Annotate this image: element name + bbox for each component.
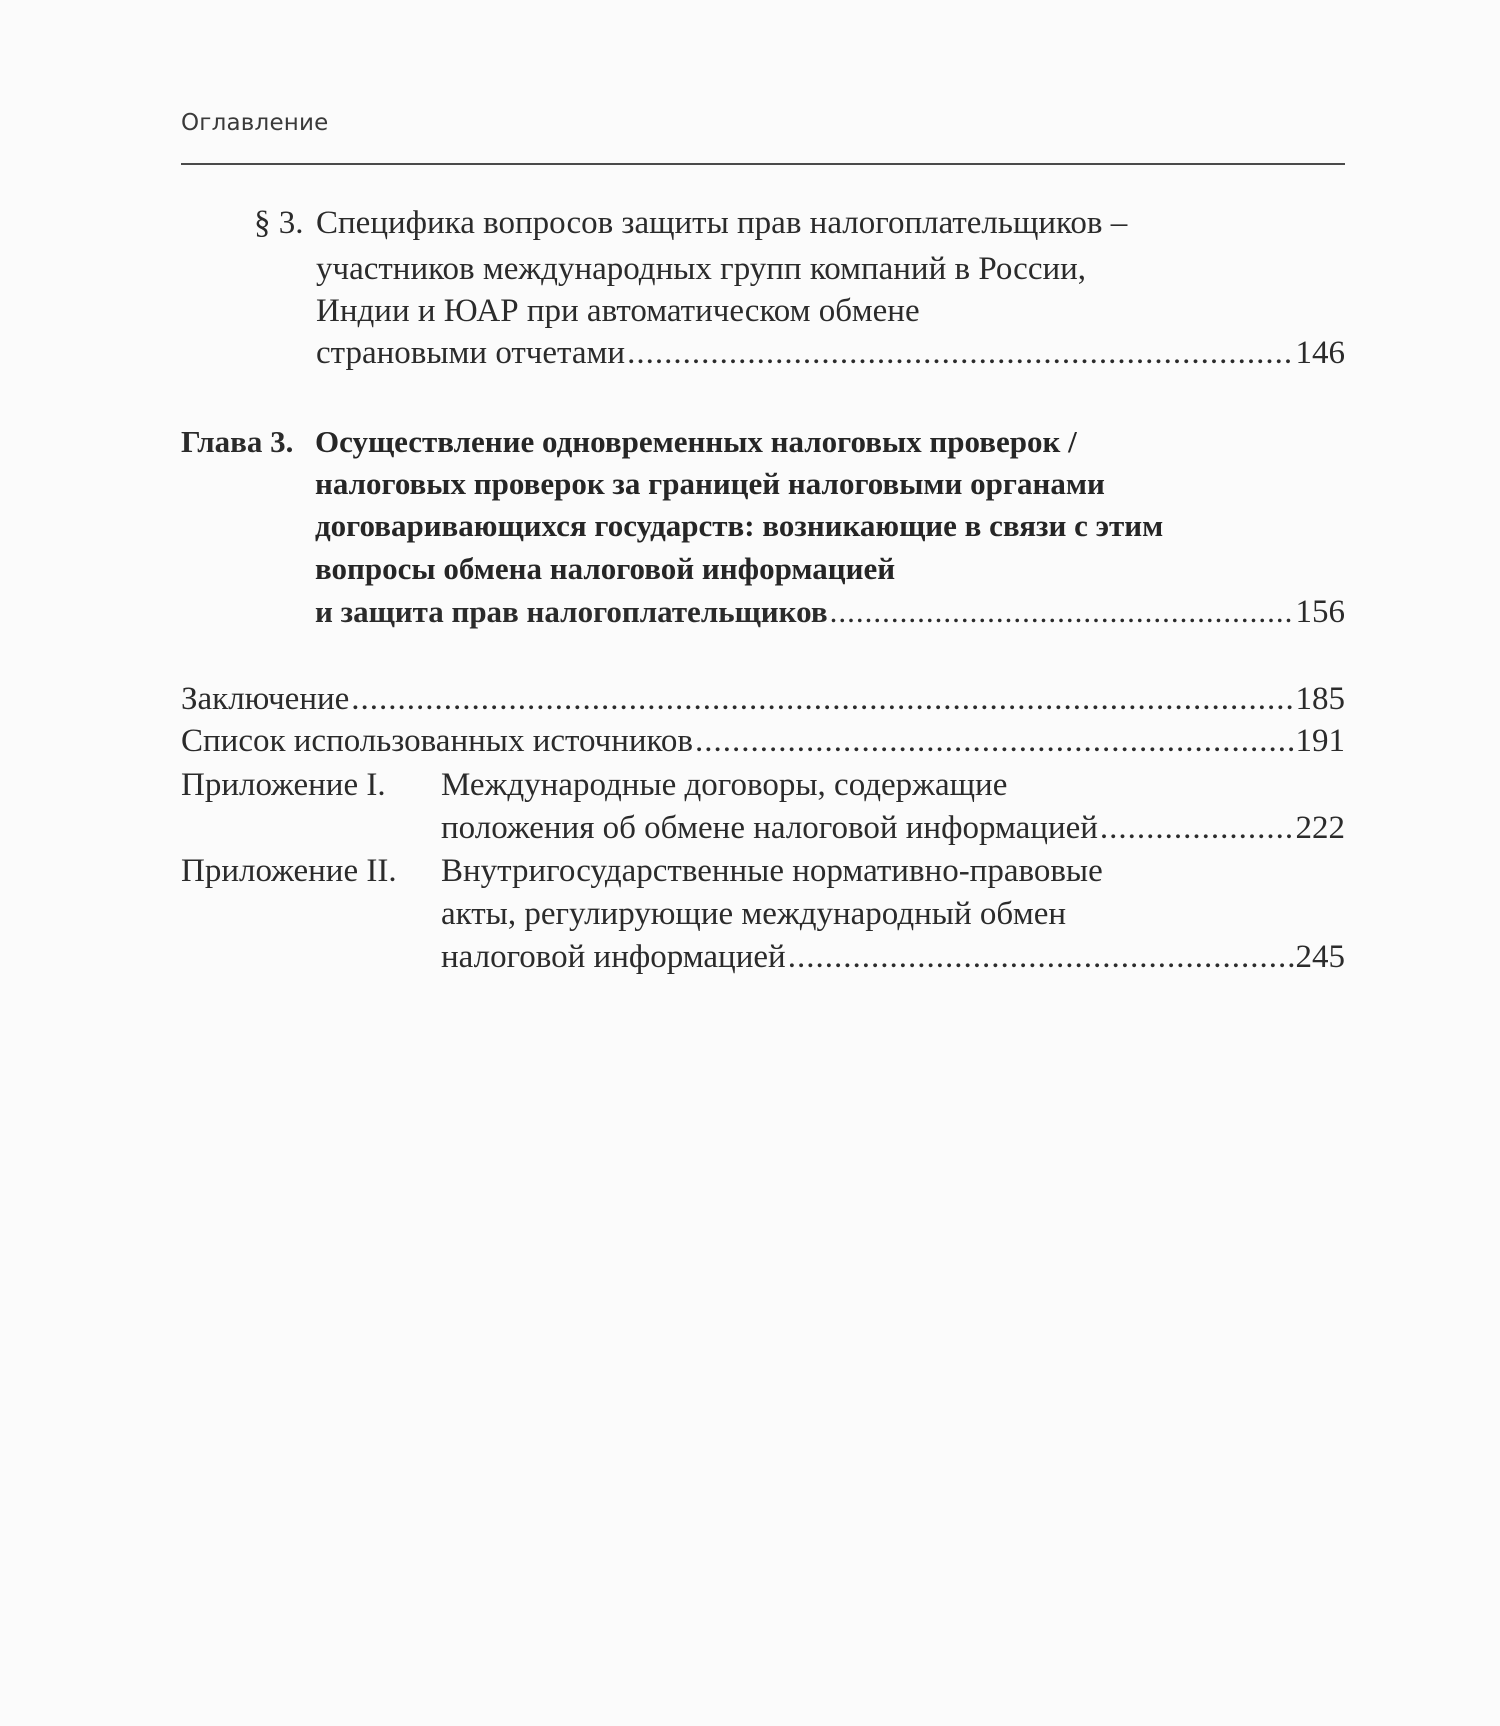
- sources-entry[interactable]: [181, 721, 1345, 761]
- appendix2-page-number: 245: [1295, 939, 1345, 975]
- section3-page-number: 146: [1295, 335, 1345, 371]
- section3-line-1: Специфика вопросов защиты прав налогоплательщиков –: [316, 205, 1128, 241]
- sources-title: Список использованных источников: [181, 723, 693, 759]
- conclusion-entry[interactable]: [181, 679, 1345, 719]
- sources-page-number: 191: [1295, 723, 1345, 759]
- dot-leader: [695, 721, 1294, 761]
- chapter3-label: Глава 3.: [181, 424, 294, 459]
- appendix2-label: Приложение II.: [181, 853, 397, 889]
- dot-leader: [351, 679, 1293, 719]
- section3-line-4: страновыми отчетами: [316, 335, 626, 371]
- appendix1-label: Приложение I.: [181, 767, 386, 803]
- section3-label: § 3.: [254, 205, 304, 241]
- section3-entry-last[interactable]: [316, 333, 1345, 373]
- header-rule: [181, 163, 1345, 165]
- section3-line-2: участников международных групп компаний в России,: [316, 251, 1087, 287]
- appendix1-page-number: 222: [1295, 810, 1345, 846]
- dot-leader: [830, 592, 1294, 632]
- dot-leader: [627, 333, 1293, 373]
- conclusion-page-number: 185: [1295, 681, 1345, 717]
- chapter3-entry-last[interactable]: [315, 592, 1345, 632]
- appendix1-line-2: положения об обмене налоговой информацией: [441, 810, 1098, 846]
- dot-leader: [1100, 808, 1294, 848]
- chapter3-line-4: вопросы обмена налоговой информацией: [315, 551, 896, 586]
- conclusion-title: Заключение: [181, 681, 350, 717]
- chapter3-line-1: Осуществление одновременных налоговых проверок /: [315, 424, 1077, 459]
- appendix2-line-2: акты, регулирующие международный обмен: [441, 896, 1067, 932]
- chapter3-line-3: договаривающихся государств: возникающие в связи с этим: [315, 508, 1164, 543]
- appendix1-line-1: Международные договоры, содержащие: [441, 767, 1008, 803]
- chapter3-page-number: 156: [1295, 594, 1345, 630]
- running-head: Оглавление: [181, 110, 329, 136]
- appendix2-line-1: Внутригосударственные нормативно-правовые: [441, 853, 1103, 889]
- appendix1-entry-last[interactable]: [441, 808, 1345, 848]
- chapter3-line-2: налоговых проверок за границей налоговыми органами: [315, 466, 1105, 501]
- appendix2-entry-last[interactable]: [441, 937, 1345, 977]
- dot-leader: [788, 937, 1294, 977]
- chapter3-line-5: и защита прав налогоплательщиков: [315, 594, 828, 629]
- appendix2-line-3: налоговой информацией: [441, 939, 786, 975]
- section3-line-3: Индии и ЮАР при автоматическом обмене: [316, 293, 920, 329]
